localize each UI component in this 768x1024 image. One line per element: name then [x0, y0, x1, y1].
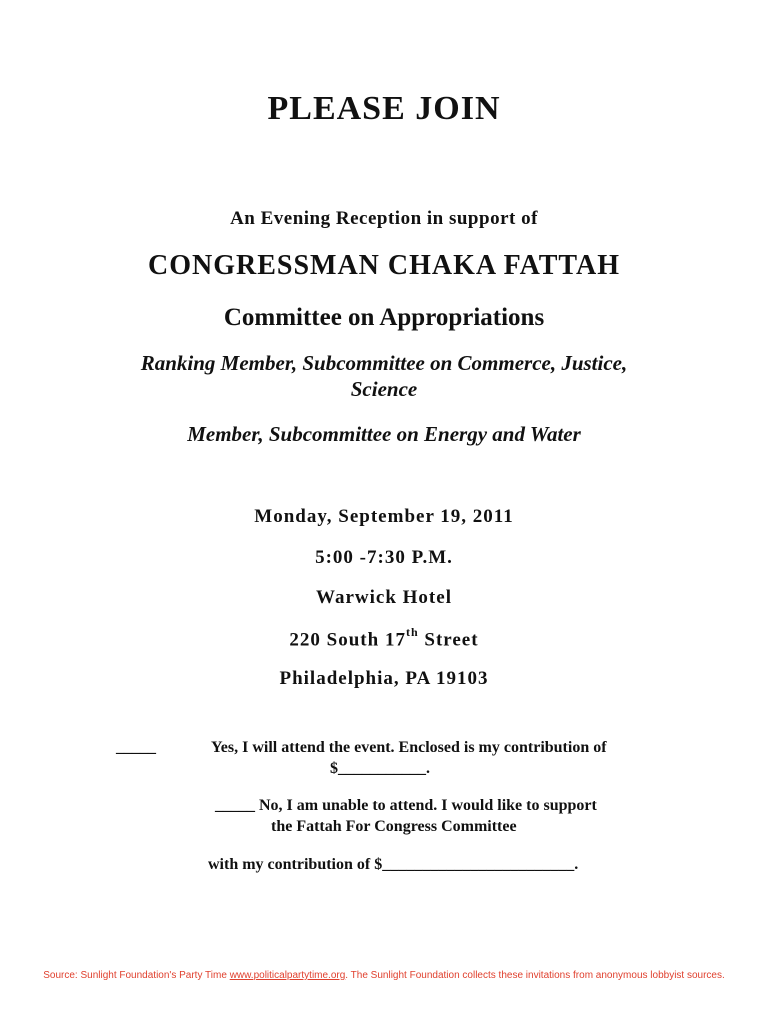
- role-line-1: Ranking Member, Subcommittee on Commerce, Justice,: [140, 351, 628, 375]
- committee-name: Committee on Appropriations: [223, 304, 545, 331]
- reception-subtitle: An Evening Reception in support of: [230, 208, 538, 229]
- event-time: 5:00 -7:30 P.M.: [315, 547, 453, 568]
- source-note: [0, 970, 768, 981]
- source-link[interactable]: www.politicalpartytime.org: [229, 970, 346, 981]
- source-suffix: . The Sunlight Foundation collects these invitations from anonymous lobbyist sources.: [345, 970, 725, 981]
- role-line-3: Member, Subcommittee on Energy and Water: [187, 422, 581, 446]
- address-street: Street: [418, 629, 479, 651]
- yes-option: Yes, I will attend the event. Enclosed is my contribution of: [211, 739, 607, 756]
- contribution-line: with my contribution of $________________________.: [208, 856, 579, 873]
- role-line-2: Science: [350, 377, 418, 401]
- yes-blank: _____: [116, 739, 156, 756]
- address-number: 220 South 17: [289, 629, 406, 651]
- no-option-committee: the Fattah For Congress Committee: [271, 818, 517, 835]
- source-prefix: Source: Sunlight Foundation's Party Time: [43, 970, 230, 981]
- address-suffix: th: [405, 625, 419, 639]
- page-title: PLEASE JOIN: [267, 90, 501, 127]
- event-city: Philadelphia, PA 19103: [279, 668, 489, 689]
- honoree-name: CONGRESSMAN CHAKA FATTAH: [147, 250, 621, 281]
- event-venue: Warwick Hotel: [316, 587, 452, 608]
- yes-amount: $___________.: [330, 760, 430, 777]
- no-option: _____ No, I am unable to attend. I would like to support: [215, 797, 597, 814]
- event-date: Monday, September 19, 2011: [254, 506, 514, 527]
- event-address: [0, 627, 768, 651]
